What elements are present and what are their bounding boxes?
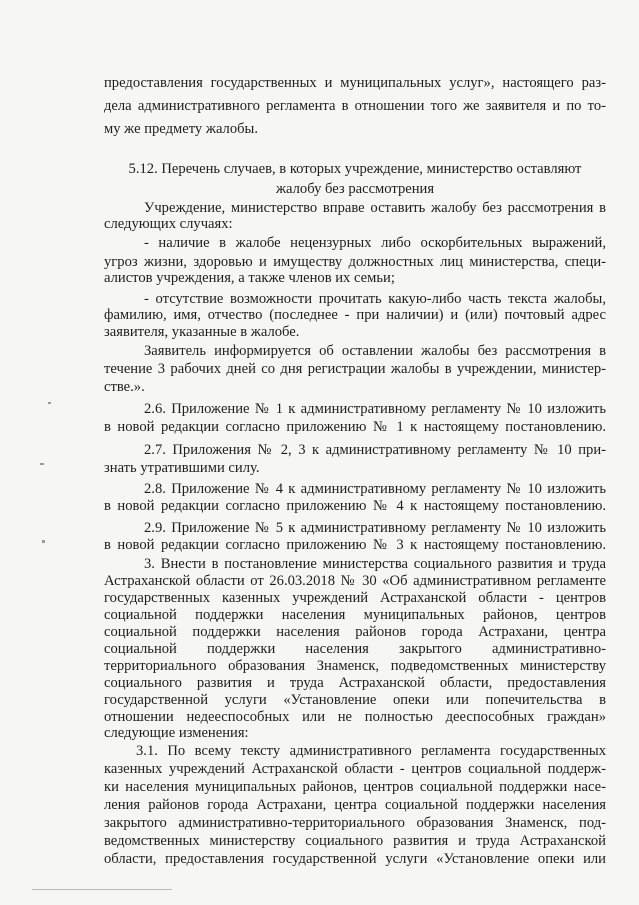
text-line: ления районов города Астрахани, центра социальной поддержки населения [104, 797, 606, 813]
text-line: Астраханской области от 26.03.2018 № 30 «Об административном регламенте [104, 573, 606, 589]
text-line: отношении недееспособных или не полностью дееспособных граждан» [104, 709, 606, 725]
text-line: Заявитель информируется об оставлении жалобы без рассмотрения в [144, 343, 606, 359]
text-line: дела административного регламента в отношении того же заявителя и по то- [104, 98, 606, 114]
text-line: 3. Внести в постановление министерства социального развития и труда [144, 556, 606, 572]
text-line: государственной услуги «Установление опеки или попечительства в [104, 692, 606, 708]
text-line: социальной поддержки населения закрытого административно- [104, 641, 606, 657]
text-line: государственных казенных учреждений Астраханской области - центров [104, 590, 606, 606]
text-line: 3.1. По всему тексту административного регламента государственных [136, 743, 606, 759]
text-line: алистов учреждения, а также членов их семьи; [104, 270, 395, 286]
text-line: - отсутствие возможности прочитать какую-либо часть текста жалобы, [144, 291, 606, 307]
document-body [104, 0, 606, 905]
text-line: закрытого административно-территориального образования Знаменск, под- [104, 815, 606, 831]
text-line: му же предмету жалобы. [104, 121, 259, 137]
text-line: следующих случаях: [104, 216, 233, 232]
text-line: фамилию, имя, отчество (последнее - при наличии) и (или) почтовый адрес [104, 307, 606, 323]
scan-speck [42, 540, 45, 543]
text-line: Учреждение, министерство вправе оставить жалобу без рассмотрения в [144, 200, 606, 216]
text-line: ки населения муниципальных районов, центров социальной поддержки насе- [104, 779, 606, 795]
text-line: социальной поддержки населения муниципальных районов, центров [104, 607, 606, 623]
bottom-rule [32, 889, 172, 890]
text-line: ведомственных министерству социального развития и труда Астраханской [104, 833, 606, 849]
text-line: социального развития и труда Астраханской области, предоставления [104, 675, 606, 691]
text-line: социальной поддержки населения районов города Астрахани, центра [104, 624, 606, 640]
text-line: угроз жизни, здоровью и имуществу должностных лиц министерства, специ- [104, 254, 606, 270]
text-line: в новой редакции согласно приложению № 1 к настоящему постановлению. [104, 419, 606, 435]
text-line: заявителя, указанные в жалобе. [104, 324, 300, 340]
text-line: казенных учреждений Астраханской области - центров социальной поддерж- [104, 761, 606, 777]
text-line: 2.6. Приложение № 1 к административному регламенту № 10 изложить [144, 401, 606, 417]
text-line: 2.8. Приложение № 4 к административному регламенту № 10 изложить [144, 481, 606, 497]
text-line: стве.». [104, 379, 145, 395]
text-line: знать утратившими силу. [104, 460, 260, 476]
text-line: следующие изменения: [104, 725, 249, 741]
text-line: 2.9. Приложение № 5 к административному регламенту № 10 изложить [144, 520, 606, 536]
text-line: течение 3 рабочих дней со дня регистрации жалобы в учреждении, министер- [104, 361, 606, 377]
text-line: в новой редакции согласно приложению № 3 к настоящему постановлению. [104, 537, 606, 553]
scan-speck [48, 402, 51, 404]
section-heading: 5.12. Перечень случаев, в которых учреждение, министерство оставляют [128, 161, 582, 177]
text-line: области, предоставления государственной услуги «Установление опеки или [104, 851, 606, 867]
text-line: в новой редакции согласно приложению № 4 к настоящему постановлению. [104, 498, 606, 514]
text-line: предоставления государственных и муниципальных услуг», настоящего раз- [104, 75, 606, 91]
section-heading: жалобу без рассмотрения [275, 181, 435, 197]
text-line: 2.7. Приложения № 2, 3 к административному регламенту № 10 при- [144, 442, 606, 458]
scan-speck [40, 463, 44, 465]
text-line: - наличие в жалобе нецензурных либо оскорбительных выражений, [144, 235, 606, 251]
text-line: территориального образования Знаменск, подведомственных министерству [104, 658, 606, 674]
